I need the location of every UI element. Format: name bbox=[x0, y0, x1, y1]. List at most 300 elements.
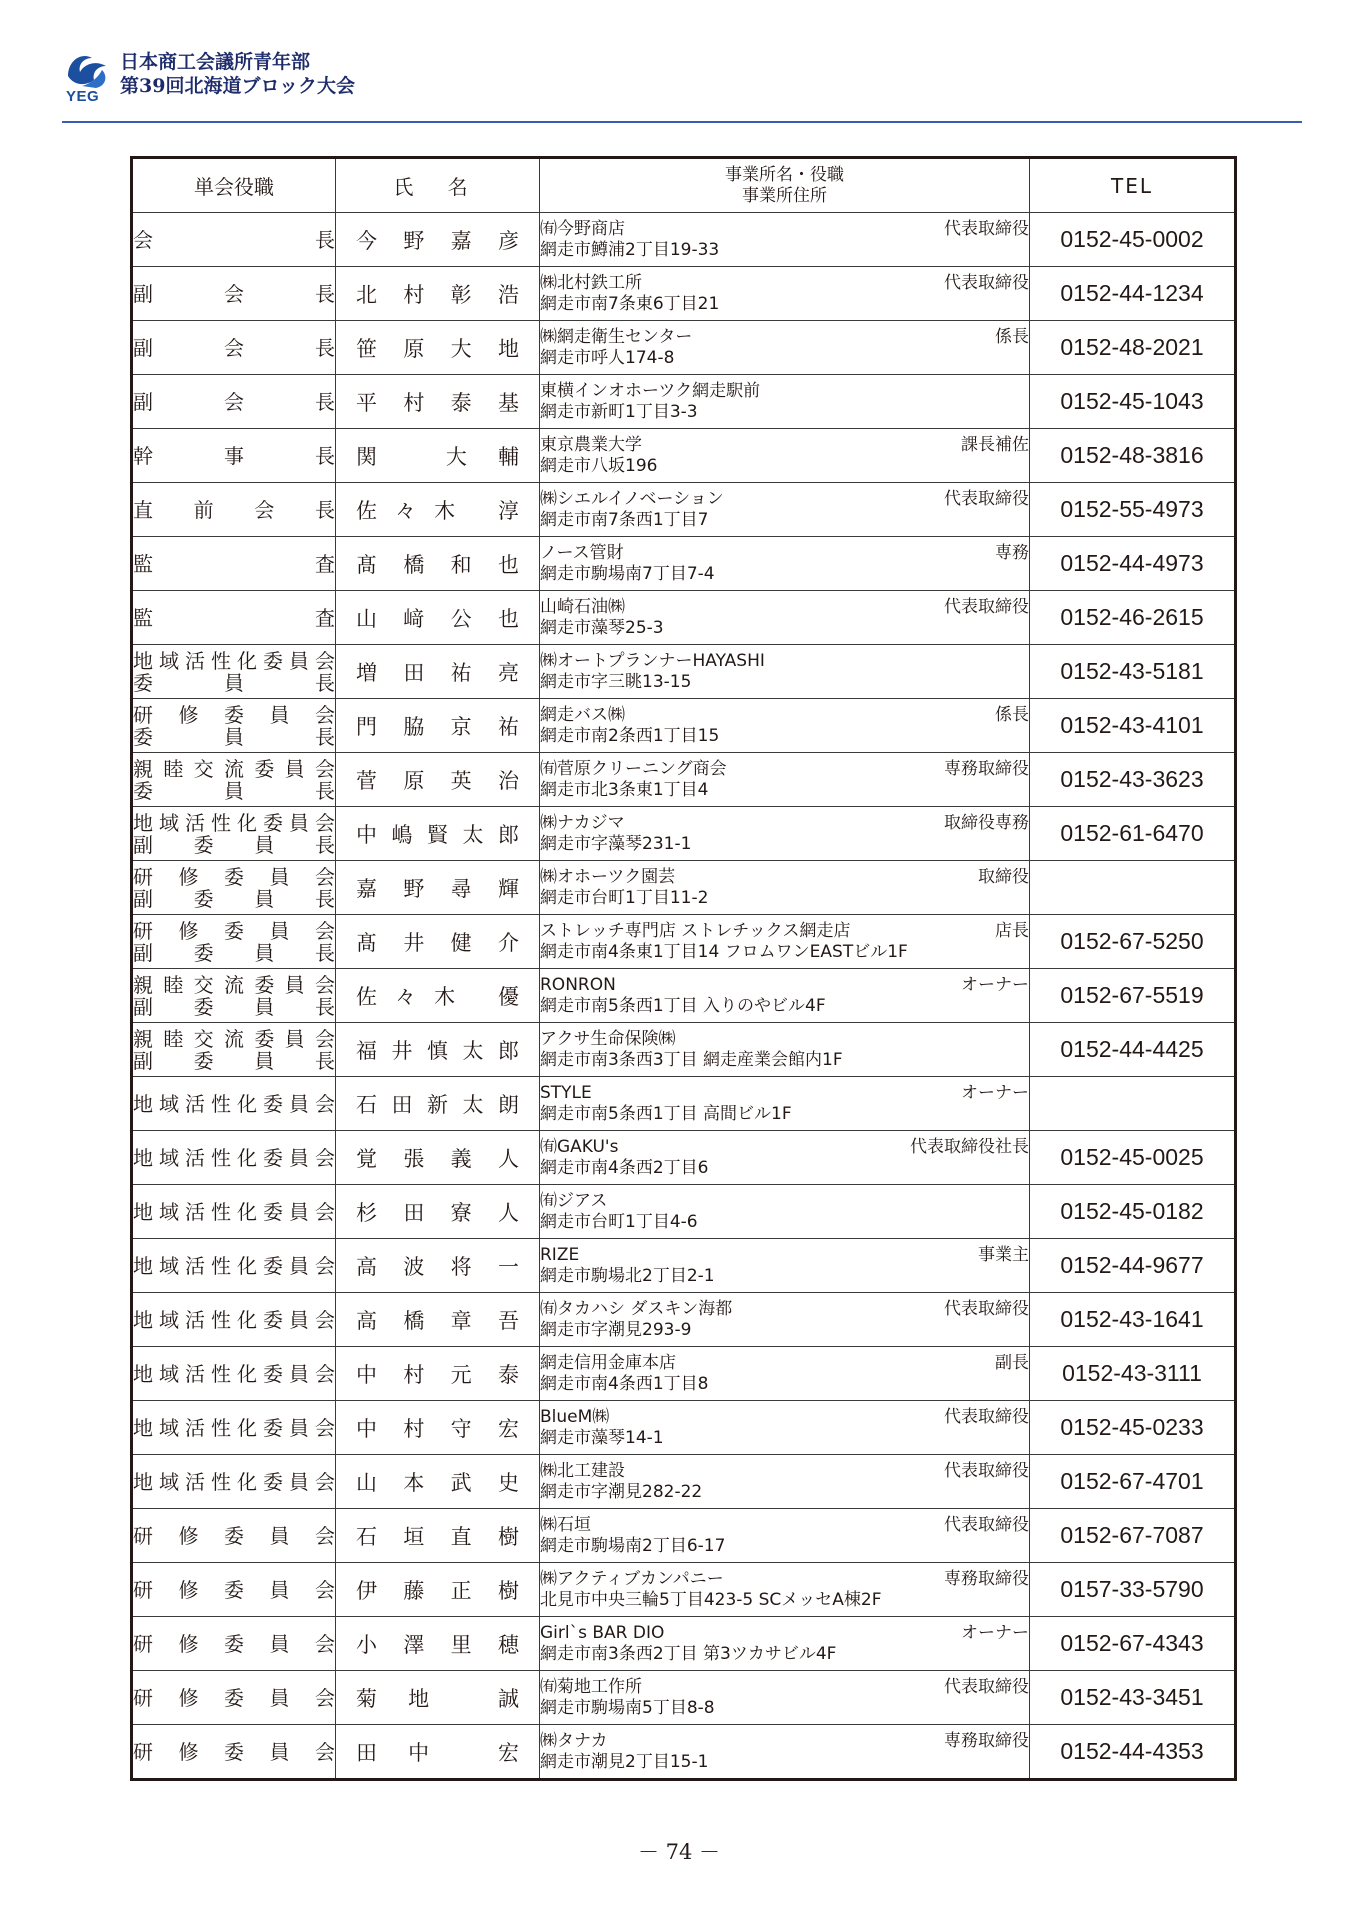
col-header-name: 氏 名 bbox=[336, 158, 540, 213]
page-header bbox=[62, 44, 1302, 124]
tel-cell: 0152-45-0182 bbox=[1030, 1185, 1236, 1239]
business-cell bbox=[540, 1239, 1030, 1293]
table-row bbox=[132, 1617, 1236, 1671]
tel-cell: 0152-44-1234 bbox=[1030, 267, 1236, 321]
role-cell bbox=[132, 1401, 336, 1455]
business-name: RIZE bbox=[540, 1244, 580, 1265]
table-row bbox=[132, 1725, 1236, 1780]
business-address: 網走市台町1丁目4-6 bbox=[540, 1211, 698, 1232]
business-cell bbox=[540, 1455, 1030, 1509]
table-row bbox=[132, 1077, 1236, 1131]
business-cell bbox=[540, 1347, 1030, 1401]
role-cell bbox=[132, 591, 336, 645]
tel-cell: 0152-67-4343 bbox=[1030, 1617, 1236, 1671]
role-line-1: 研 修 委 員 会 bbox=[133, 1577, 335, 1602]
member-name: 小 澤 里 穂 bbox=[356, 1632, 519, 1657]
business-name: ㈱北工建設 bbox=[540, 1460, 625, 1481]
tel-cell: 0157-33-5790 bbox=[1030, 1563, 1236, 1617]
business-cell bbox=[540, 1671, 1030, 1725]
table-row bbox=[132, 1671, 1236, 1725]
name-cell bbox=[336, 1617, 540, 1671]
business-cell bbox=[540, 375, 1030, 429]
member-name: 平 村 泰 基 bbox=[356, 390, 519, 415]
member-name: 高 波 将 一 bbox=[356, 1254, 519, 1279]
tel-cell: 0152-67-5250 bbox=[1030, 915, 1236, 969]
business-position: 代表取締役 bbox=[944, 596, 1029, 617]
name-cell bbox=[336, 1077, 540, 1131]
role-line-1: 副 会 長 bbox=[133, 281, 335, 306]
tel-cell: 0152-45-0002 bbox=[1030, 213, 1236, 267]
table-row bbox=[132, 1509, 1236, 1563]
role-line-1: 研 修 委 員 会 bbox=[133, 864, 335, 889]
business-cell bbox=[540, 915, 1030, 969]
business-name: 東京農業大学 bbox=[540, 434, 642, 455]
business-cell bbox=[540, 1509, 1030, 1563]
member-name: 覚 張 義 人 bbox=[356, 1146, 519, 1171]
business-cell bbox=[540, 969, 1030, 1023]
business-position: 専務取締役 bbox=[944, 758, 1029, 779]
member-name: 増 田 祐 亮 bbox=[356, 660, 519, 685]
header-title bbox=[120, 50, 355, 98]
role-cell bbox=[132, 375, 336, 429]
business-position: 事業主 bbox=[978, 1244, 1029, 1265]
tel-cell bbox=[1030, 1077, 1236, 1131]
event-name: 第39回北海道ブロック大会 bbox=[120, 75, 356, 97]
table-row bbox=[132, 1563, 1236, 1617]
role-cell bbox=[132, 1455, 336, 1509]
tel-cell: 0152-44-9677 bbox=[1030, 1239, 1236, 1293]
member-name: 笹 原 大 地 bbox=[356, 336, 519, 361]
name-cell bbox=[336, 429, 540, 483]
name-cell bbox=[336, 1293, 540, 1347]
business-name: ㈲GAKU's bbox=[540, 1136, 619, 1157]
member-name: 関 大 輔 bbox=[356, 444, 519, 469]
business-cell bbox=[540, 213, 1030, 267]
role-line-1: 地 域 活 性 化 委 員 会 bbox=[133, 810, 335, 835]
business-address: 網走市南4条東1丁目14 フロムワンEASTビル1F bbox=[540, 941, 908, 962]
business-position: オーナー bbox=[961, 1082, 1029, 1103]
table-row bbox=[132, 1347, 1236, 1401]
business-name: ノース管財 bbox=[540, 542, 624, 563]
member-name: 石 田 新 太 朗 bbox=[356, 1092, 519, 1117]
role-line-1: 地 域 活 性 化 委 員 会 bbox=[133, 1091, 335, 1116]
tel-cell: 0152-43-3623 bbox=[1030, 753, 1236, 807]
business-cell bbox=[540, 1077, 1030, 1131]
business-address: 網走市南7条西1丁目7 bbox=[540, 509, 709, 530]
page-number: － 74 － bbox=[637, 1840, 721, 1864]
tel-cell: 0152-44-4353 bbox=[1030, 1725, 1236, 1780]
member-name: 石 垣 直 樹 bbox=[356, 1524, 519, 1549]
role-cell bbox=[132, 861, 336, 915]
role-cell bbox=[132, 915, 336, 969]
business-cell bbox=[540, 321, 1030, 375]
role-cell bbox=[132, 969, 336, 1023]
business-name: ㈲菅原クリーニング商会 bbox=[540, 758, 727, 779]
name-cell bbox=[336, 1131, 540, 1185]
business-position: 代表取締役 bbox=[944, 1406, 1029, 1427]
name-cell bbox=[336, 807, 540, 861]
tel-cell: 0152-43-3111 bbox=[1030, 1347, 1236, 1401]
business-name: BlueM㈱ bbox=[540, 1406, 610, 1427]
logo-text: YEG bbox=[66, 88, 100, 105]
business-address: 網走市字潮見293-9 bbox=[540, 1319, 692, 1340]
member-name: 佐 々 木 優 bbox=[356, 984, 519, 1009]
table-row bbox=[132, 213, 1236, 267]
role-cell bbox=[132, 429, 336, 483]
role-cell bbox=[132, 1185, 336, 1239]
business-address: 網走市駒場南7丁目7-4 bbox=[540, 563, 715, 584]
table-row bbox=[132, 1131, 1236, 1185]
member-name: 山 本 武 史 bbox=[356, 1470, 519, 1495]
tel-cell: 0152-45-1043 bbox=[1030, 375, 1236, 429]
role-cell bbox=[132, 699, 336, 753]
tel-cell: 0152-48-2021 bbox=[1030, 321, 1236, 375]
business-position: 課長補佐 bbox=[961, 434, 1029, 455]
header-divider bbox=[62, 121, 1302, 123]
member-name: 中 村 元 泰 bbox=[356, 1362, 519, 1387]
name-cell bbox=[336, 915, 540, 969]
business-name: ㈱オートプランナーHAYASHI bbox=[540, 650, 765, 671]
role-line-2: 副 委 員 長 bbox=[133, 994, 335, 1019]
table-row bbox=[132, 483, 1236, 537]
table-header-row bbox=[132, 158, 1236, 213]
business-cell bbox=[540, 1023, 1030, 1077]
role-cell bbox=[132, 753, 336, 807]
name-cell bbox=[336, 375, 540, 429]
business-name: ㈲菊地工作所 bbox=[540, 1676, 642, 1697]
member-name: 中 村 守 宏 bbox=[356, 1416, 519, 1441]
name-cell bbox=[336, 1401, 540, 1455]
table-row bbox=[132, 375, 1236, 429]
business-name: Girl`s BAR DIO bbox=[540, 1622, 665, 1643]
name-cell bbox=[336, 213, 540, 267]
business-cell bbox=[540, 1563, 1030, 1617]
table-row bbox=[132, 321, 1236, 375]
business-address: 網走市字潮見282-22 bbox=[540, 1481, 703, 1502]
table-row bbox=[132, 699, 1236, 753]
name-cell bbox=[336, 699, 540, 753]
role-line-1: 地 域 活 性 化 委 員 会 bbox=[133, 1361, 335, 1386]
business-name: ㈲タカハシ ダスキン海都 bbox=[540, 1298, 733, 1319]
table-row bbox=[132, 1239, 1236, 1293]
role-line-1: 地 域 活 性 化 委 員 会 bbox=[133, 1145, 335, 1170]
role-line-1: 地 域 活 性 化 委 員 会 bbox=[133, 648, 335, 673]
business-name: ㈲今野商店 bbox=[540, 218, 625, 239]
table-row bbox=[132, 969, 1236, 1023]
name-cell bbox=[336, 1347, 540, 1401]
business-address: 網走市字藻琴231-1 bbox=[540, 833, 692, 854]
role-line-1: 監 査 bbox=[133, 605, 335, 630]
name-cell bbox=[336, 1239, 540, 1293]
role-line-1: 研 修 委 員 会 bbox=[133, 1523, 335, 1548]
member-name: 門 脇 京 祐 bbox=[356, 714, 519, 739]
role-cell bbox=[132, 1347, 336, 1401]
table-body bbox=[132, 213, 1236, 1780]
role-cell bbox=[132, 213, 336, 267]
table-row bbox=[132, 1185, 1236, 1239]
member-name: 髙 井 健 介 bbox=[356, 930, 519, 955]
role-cell bbox=[132, 1023, 336, 1077]
table-row bbox=[132, 1401, 1236, 1455]
tel-cell: 0152-61-6470 bbox=[1030, 807, 1236, 861]
role-line-1: 幹 事 長 bbox=[133, 443, 335, 468]
role-line-2: 副 委 員 長 bbox=[133, 832, 335, 857]
business-address: 網走市南4条西2丁目6 bbox=[540, 1157, 709, 1178]
business-position: オーナー bbox=[961, 1622, 1029, 1643]
role-line-1: 親 睦 交 流 委 員 会 bbox=[133, 1026, 335, 1051]
role-line-2: 副 委 員 長 bbox=[133, 1048, 335, 1073]
business-name: ㈱北村鉄工所 bbox=[540, 272, 642, 293]
business-name: ㈱石垣 bbox=[540, 1514, 591, 1535]
business-cell bbox=[540, 861, 1030, 915]
name-cell bbox=[336, 1563, 540, 1617]
tel-cell: 0152-44-4973 bbox=[1030, 537, 1236, 591]
role-line-1: 監 査 bbox=[133, 551, 335, 576]
business-cell bbox=[540, 267, 1030, 321]
name-cell bbox=[336, 645, 540, 699]
business-name: ㈲ジアス bbox=[540, 1190, 608, 1211]
tel-cell: 0152-43-4101 bbox=[1030, 699, 1236, 753]
role-line-2: 副 委 員 長 bbox=[133, 940, 335, 965]
business-address: 網走市南7条東6丁目21 bbox=[540, 293, 720, 314]
business-cell bbox=[540, 699, 1030, 753]
business-position: 店長 bbox=[995, 920, 1029, 941]
name-cell bbox=[336, 1671, 540, 1725]
table-row bbox=[132, 753, 1236, 807]
member-name: 福 井 慎 太 郎 bbox=[356, 1038, 519, 1063]
tel-cell: 0152-44-4425 bbox=[1030, 1023, 1236, 1077]
business-name: 網走バス㈱ bbox=[540, 704, 625, 725]
business-position: 代表取締役社長 bbox=[910, 1136, 1029, 1157]
name-cell bbox=[336, 1509, 540, 1563]
table-row bbox=[132, 1023, 1236, 1077]
name-cell bbox=[336, 591, 540, 645]
tel-cell: 0152-55-4973 bbox=[1030, 483, 1236, 537]
role-cell bbox=[132, 1239, 336, 1293]
role-cell bbox=[132, 1509, 336, 1563]
role-cell bbox=[132, 1725, 336, 1780]
business-address: 北見市中央三輪5丁目423-5 SCメッセA棟2F bbox=[540, 1589, 882, 1610]
role-cell bbox=[132, 1131, 336, 1185]
role-cell bbox=[132, 483, 336, 537]
business-name: RONRON bbox=[540, 974, 616, 995]
business-cell bbox=[540, 753, 1030, 807]
tel-cell: 0152-46-2615 bbox=[1030, 591, 1236, 645]
org-name: 日本商工会議所青年部 bbox=[120, 51, 311, 73]
business-address: 網走市南5条西1丁目 高間ビル1F bbox=[540, 1103, 792, 1124]
business-cell bbox=[540, 1131, 1030, 1185]
tel-cell: 0152-67-4701 bbox=[1030, 1455, 1236, 1509]
business-address: 網走市南3条西3丁目 網走産業会館内1F bbox=[540, 1049, 843, 1070]
member-name: 高 橋 章 吾 bbox=[356, 1308, 519, 1333]
table-row bbox=[132, 591, 1236, 645]
business-position: 代表取締役 bbox=[944, 1676, 1029, 1697]
business-name: ㈱ナカジマ bbox=[540, 812, 625, 833]
business-name: ㈱アクティブカンパニー bbox=[540, 1568, 724, 1589]
business-position: 取締役 bbox=[978, 866, 1029, 887]
name-cell bbox=[336, 969, 540, 1023]
role-cell bbox=[132, 267, 336, 321]
business-position: 副長 bbox=[995, 1352, 1029, 1373]
name-cell bbox=[336, 267, 540, 321]
name-cell bbox=[336, 1725, 540, 1780]
business-cell bbox=[540, 429, 1030, 483]
business-address: 網走市南2条西1丁目15 bbox=[540, 725, 720, 746]
col-header-role: 単会役職 bbox=[132, 158, 336, 213]
name-cell bbox=[336, 321, 540, 375]
business-position: 専務取締役 bbox=[944, 1730, 1029, 1751]
member-name: 田 中 宏 bbox=[356, 1740, 519, 1765]
business-cell bbox=[540, 645, 1030, 699]
member-name: 伊 藤 正 樹 bbox=[356, 1578, 519, 1603]
tel-cell: 0152-43-5181 bbox=[1030, 645, 1236, 699]
member-roster-table bbox=[130, 156, 1237, 1781]
role-line-1: 会 長 bbox=[133, 227, 335, 252]
member-name: 髙 橋 和 也 bbox=[356, 552, 519, 577]
role-cell bbox=[132, 321, 336, 375]
business-name: ストレッチ専門店 ストレチックス網走店 bbox=[540, 920, 851, 941]
name-cell bbox=[336, 1455, 540, 1509]
member-name: 嘉 野 尋 輝 bbox=[356, 876, 519, 901]
table-row bbox=[132, 915, 1236, 969]
tel-cell: 0152-67-5519 bbox=[1030, 969, 1236, 1023]
role-line-1: 研 修 委 員 会 bbox=[133, 1739, 335, 1764]
name-cell bbox=[336, 861, 540, 915]
table-row bbox=[132, 429, 1236, 483]
business-name: 東横インオホーツク網走駅前 bbox=[540, 380, 761, 401]
col-header-tel: TEL bbox=[1030, 158, 1236, 213]
table-row bbox=[132, 1455, 1236, 1509]
role-cell bbox=[132, 1563, 336, 1617]
business-address: 網走市駒場北2丁目2-1 bbox=[540, 1265, 715, 1286]
business-position: 代表取締役 bbox=[944, 1460, 1029, 1481]
business-address: 網走市北3条東1丁目4 bbox=[540, 779, 709, 800]
role-line-1: 副 会 長 bbox=[133, 335, 335, 360]
member-name: 北 村 彰 浩 bbox=[356, 282, 519, 307]
role-cell bbox=[132, 645, 336, 699]
business-position: オーナー bbox=[961, 974, 1029, 995]
business-address: 網走市南4条西1丁目8 bbox=[540, 1373, 709, 1394]
business-address: 網走市南5条西1丁目 入りのやビル4F bbox=[540, 995, 826, 1016]
business-cell bbox=[540, 1617, 1030, 1671]
role-line-1: 地 域 活 性 化 委 員 会 bbox=[133, 1253, 335, 1278]
table-row bbox=[132, 645, 1236, 699]
business-position: 代表取締役 bbox=[944, 488, 1029, 509]
business-name: 網走信用金庫本店 bbox=[540, 1352, 676, 1373]
business-name: 山崎石油㈱ bbox=[540, 596, 625, 617]
role-line-1: 親 睦 交 流 委 員 会 bbox=[133, 756, 335, 781]
business-address: 網走市駒場南5丁目8-8 bbox=[540, 1697, 715, 1718]
business-position: 代表取締役 bbox=[944, 272, 1029, 293]
business-position: 係長 bbox=[995, 326, 1029, 347]
business-cell bbox=[540, 537, 1030, 591]
business-position: 代表取締役 bbox=[944, 218, 1029, 239]
business-address: 網走市字三眺13-15 bbox=[540, 671, 692, 692]
role-line-1: 研 修 委 員 会 bbox=[133, 702, 335, 727]
role-line-1: 研 修 委 員 会 bbox=[133, 918, 335, 943]
business-cell bbox=[540, 591, 1030, 645]
role-cell bbox=[132, 807, 336, 861]
tel-cell: 0152-67-7087 bbox=[1030, 1509, 1236, 1563]
role-line-1: 地 域 活 性 化 委 員 会 bbox=[133, 1307, 335, 1332]
member-name: 佐 々 木 淳 bbox=[356, 498, 519, 523]
role-line-1: 副 会 長 bbox=[133, 389, 335, 414]
tel-cell: 0152-43-1641 bbox=[1030, 1293, 1236, 1347]
member-name: 菅 原 英 治 bbox=[356, 768, 519, 793]
business-position: 代表取締役 bbox=[944, 1298, 1029, 1319]
business-address: 網走市藻琴14-1 bbox=[540, 1427, 664, 1448]
role-line-2: 委 員 長 bbox=[133, 724, 335, 749]
role-cell bbox=[132, 537, 336, 591]
name-cell bbox=[336, 753, 540, 807]
business-position: 専務取締役 bbox=[944, 1568, 1029, 1589]
table-row bbox=[132, 537, 1236, 591]
business-cell bbox=[540, 1185, 1030, 1239]
role-line-1: 直 前 会 長 bbox=[133, 497, 335, 522]
member-name: 杉 田 寮 人 bbox=[356, 1200, 519, 1225]
name-cell bbox=[336, 1185, 540, 1239]
business-cell bbox=[540, 1725, 1030, 1780]
role-line-1: 研 修 委 員 会 bbox=[133, 1631, 335, 1656]
role-line-1: 地 域 活 性 化 委 員 会 bbox=[133, 1415, 335, 1440]
business-address: 網走市藻琴25-3 bbox=[540, 617, 664, 638]
role-line-2: 委 員 長 bbox=[133, 778, 335, 803]
business-cell bbox=[540, 483, 1030, 537]
member-name: 菊 地 誠 bbox=[356, 1686, 519, 1711]
business-name: STYLE bbox=[540, 1082, 592, 1103]
tel-cell: 0152-43-3451 bbox=[1030, 1671, 1236, 1725]
business-name: ㈱オホーツク園芸 bbox=[540, 866, 676, 887]
business-cell bbox=[540, 807, 1030, 861]
tel-cell: 0152-45-0233 bbox=[1030, 1401, 1236, 1455]
tel-cell: 0152-48-3816 bbox=[1030, 429, 1236, 483]
role-line-2: 委 員 長 bbox=[133, 670, 335, 695]
business-name: ㈱網走衛生センター bbox=[540, 326, 693, 347]
business-cell bbox=[540, 1401, 1030, 1455]
business-name: ㈱シエルイノベーション bbox=[540, 488, 724, 509]
table-row bbox=[132, 807, 1236, 861]
member-name: 中 嶋 賢 太 郎 bbox=[356, 822, 519, 847]
business-position: 代表取締役 bbox=[944, 1514, 1029, 1535]
business-address: 網走市台町1丁目11-2 bbox=[540, 887, 709, 908]
business-address: 網走市駒場南2丁目6-17 bbox=[540, 1535, 726, 1556]
business-address: 網走市新町1丁目3-3 bbox=[540, 401, 698, 422]
business-address: 網走市鱒浦2丁目19-33 bbox=[540, 239, 720, 260]
role-cell bbox=[132, 1077, 336, 1131]
business-name: ㈱タナカ bbox=[540, 1730, 608, 1751]
business-cell bbox=[540, 1293, 1030, 1347]
business-address: 網走市南3条西2丁目 第3ツカサビル4F bbox=[540, 1643, 837, 1664]
role-line-2: 副 委 員 長 bbox=[133, 886, 335, 911]
name-cell bbox=[336, 537, 540, 591]
role-line-1: 親 睦 交 流 委 員 会 bbox=[133, 972, 335, 997]
name-cell bbox=[336, 1023, 540, 1077]
table-row bbox=[132, 1293, 1236, 1347]
business-address: 網走市潮見2丁目15-1 bbox=[540, 1751, 709, 1772]
business-position: 係長 bbox=[995, 704, 1029, 725]
tel-cell bbox=[1030, 861, 1236, 915]
business-name: アクサ生命保険㈱ bbox=[540, 1028, 676, 1049]
business-position: 専務 bbox=[995, 542, 1029, 563]
table-row bbox=[132, 267, 1236, 321]
col-header-business: 事業所名・役職 事業所住所 bbox=[540, 158, 1030, 213]
role-line-1: 地 域 活 性 化 委 員 会 bbox=[133, 1469, 335, 1494]
role-line-1: 地 域 活 性 化 委 員 会 bbox=[133, 1199, 335, 1224]
business-position: 取締役専務 bbox=[944, 812, 1029, 833]
tel-cell: 0152-45-0025 bbox=[1030, 1131, 1236, 1185]
role-cell bbox=[132, 1671, 336, 1725]
table-row bbox=[132, 861, 1236, 915]
